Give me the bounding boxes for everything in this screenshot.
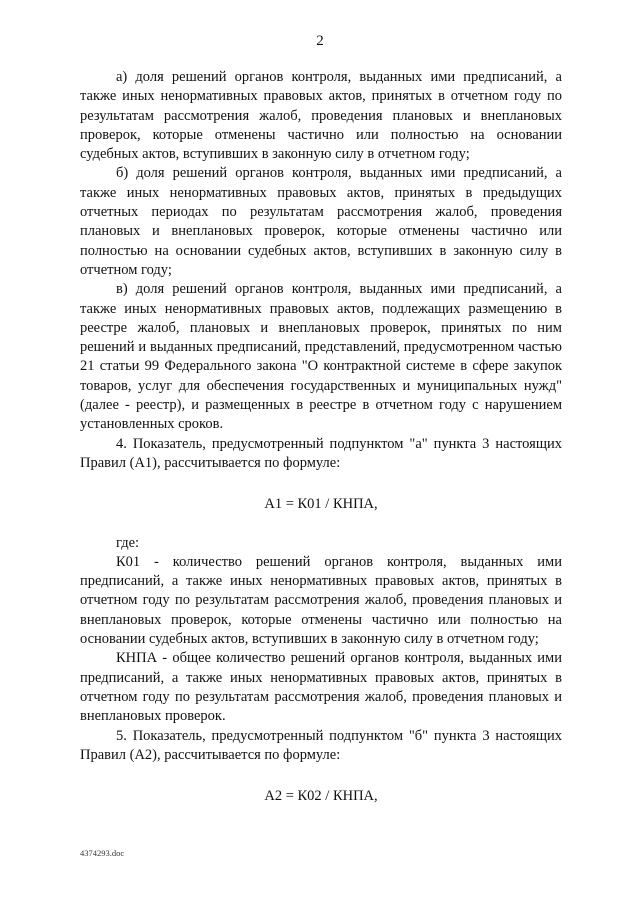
paragraph-where: где: <box>116 534 140 551</box>
document-filename: 4374293.doc <box>80 848 125 858</box>
formula-a1: А1 = К01 / КНПА, <box>264 496 378 513</box>
paragraph-v: в) доля решений органов контроля, выданных ими предписаний, а также иных ненормативных правовых актов, подлежащих размещению в реестре жалоб, плановых и внеплановых проверок, принятых по ним решений и выданных предписаний, представлений, предусмотренном частью 21 статьи 99 Федерального закона "О контрактной системе в сфере закупок товаров, услуг для обеспечения государственных и муниципальных нужд" (далее - реестр), и размещенных в реестре в отчетном году с нарушением установленных сроков. <box>80 281 562 433</box>
document-body <box>80 68 562 806</box>
definition-k01: К01 - количество решений органов контроля, выданных ими предписаний, а также иных ненормативных правовых актов, принятых в отчетном году по результатам рассмотрения жалоб, проведения плановых и внеплановых проверок, которые отменены частично или полностью на основании судебных актов, вступивших в законную силу в отчетном году; <box>80 553 562 648</box>
definition-knpa: КНПА - общее количество решений органов контроля, выданных ими предписаний, а также иных ненормативных правовых актов, принятых в отчетном году по результатам рассмотрения жалоб, проведения плановых и внеплановых проверок. <box>80 650 562 725</box>
page-number: 2 <box>316 33 324 49</box>
formula-a2: А2 = К02 / КНПА, <box>264 788 378 805</box>
paragraph-b: б) доля решений органов контроля, выданных ими предписаний, а также иных ненормативных правовых актов, принятых в предыдущих отчетных периодах по результатам рассмотрения жалоб, проведения плановых и внеплановых проверок, которые отменены частично или полностью на основании судебных актов, вступивших в законную силу в отчетном году; <box>80 165 562 278</box>
paragraph-4: 4. Показатель, предусмотренный подпунктом "а" пункта 3 настоящих Правил (А1), рассчитывается по формуле: <box>80 435 562 471</box>
paragraph-5: 5. Показатель, предусмотренный подпунктом "б" пункта 3 настоящих Правил (А2), рассчитывается по формуле: <box>80 727 562 763</box>
paragraph-a: а) доля решений органов контроля, выданных ими предписаний, а также иных ненормативных правовых актов, принятых в отчетном году по результатам рассмотрения жалоб, проведения плановых и внеплановых проверок, которые отменены частично или полностью на основании судебных актов, вступивших в законную силу в отчетном году; <box>80 69 562 163</box>
